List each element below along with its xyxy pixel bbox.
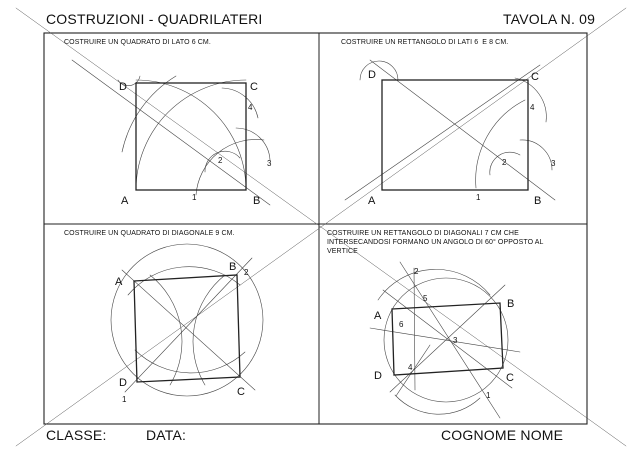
p4-step-1: 1: [486, 391, 491, 400]
p4-vertex-C: C: [506, 372, 514, 384]
p2-step-3: 3: [551, 159, 556, 168]
p4-step-5: 5: [423, 294, 428, 303]
p4-step-3: 3: [453, 336, 458, 345]
panel-2-rectangle: [382, 80, 528, 190]
p3-vertex-D: D: [119, 377, 127, 389]
p4-step-4: 4: [408, 363, 413, 372]
p2-vertex-A: A: [368, 195, 376, 207]
p1-step-4: 4: [248, 103, 253, 112]
p2-vertex-B: B: [534, 195, 542, 207]
p3-vertex-B: B: [229, 261, 237, 273]
p4-vertex-B: B: [507, 298, 515, 310]
date-label: DATA:: [146, 427, 187, 443]
class-label: CLASSE:: [46, 427, 107, 443]
p4-step-2: 2: [414, 267, 419, 276]
p4-vertex-D: D: [374, 370, 382, 382]
p2-vertex-D: D: [368, 69, 376, 81]
p4-vertex-A: A: [374, 310, 382, 322]
p3-step-2: 2: [244, 268, 249, 277]
panel-4-instruction-line-3: VERTICE: [327, 248, 358, 255]
p2-step-4: 4: [530, 103, 535, 112]
panel-1-instruction: COSTRUIRE UN QUADRATO DI LATO 6 CM.: [64, 39, 211, 46]
panel-1-drawing: [72, 60, 270, 205]
name-label: COGNOME NOME: [441, 427, 564, 443]
p3-step-1: 1: [122, 395, 127, 404]
p4-step-6: 6: [399, 320, 404, 329]
panel-1-square: [136, 83, 246, 190]
plate-number: TAVOLA N. 09: [503, 11, 596, 27]
panel-4-instruction-line-2: INTERSECANDOSI FORMANO UN ANGOLO DI 60° OPPOSTO AL: [327, 239, 544, 246]
panel-3-instruction: COSTRUIRE UN QUADRATO DI DIAGONALE 9 CM.: [64, 230, 235, 237]
p1-step-3: 3: [267, 159, 272, 168]
p1-step-1: 1: [192, 193, 197, 202]
panel-4-instruction-line-1: COSTRUIRE UN RETTANGOLO DI DIAGONALI 7 CM CHE: [327, 230, 519, 237]
p1-step-2: 2: [218, 156, 223, 165]
p2-step-1: 1: [476, 193, 481, 202]
p3-vertex-C: C: [237, 386, 245, 398]
panel-2-instruction: COSTRUIRE UN RETTANGOLO DI LATI 6 E 8 CM.: [341, 39, 509, 46]
p1-vertex-B: B: [253, 195, 261, 207]
p1-vertex-A: A: [121, 195, 129, 207]
panel-2-drawing: [345, 60, 555, 200]
p2-step-2: 2: [502, 158, 507, 167]
p2-vertex-C: C: [531, 71, 539, 83]
p1-vertex-C: C: [250, 81, 258, 93]
p1-vertex-D: D: [119, 81, 127, 93]
sheet-title: COSTRUZIONI - QUADRILATERI: [46, 11, 263, 27]
p3-vertex-A: A: [115, 276, 123, 288]
